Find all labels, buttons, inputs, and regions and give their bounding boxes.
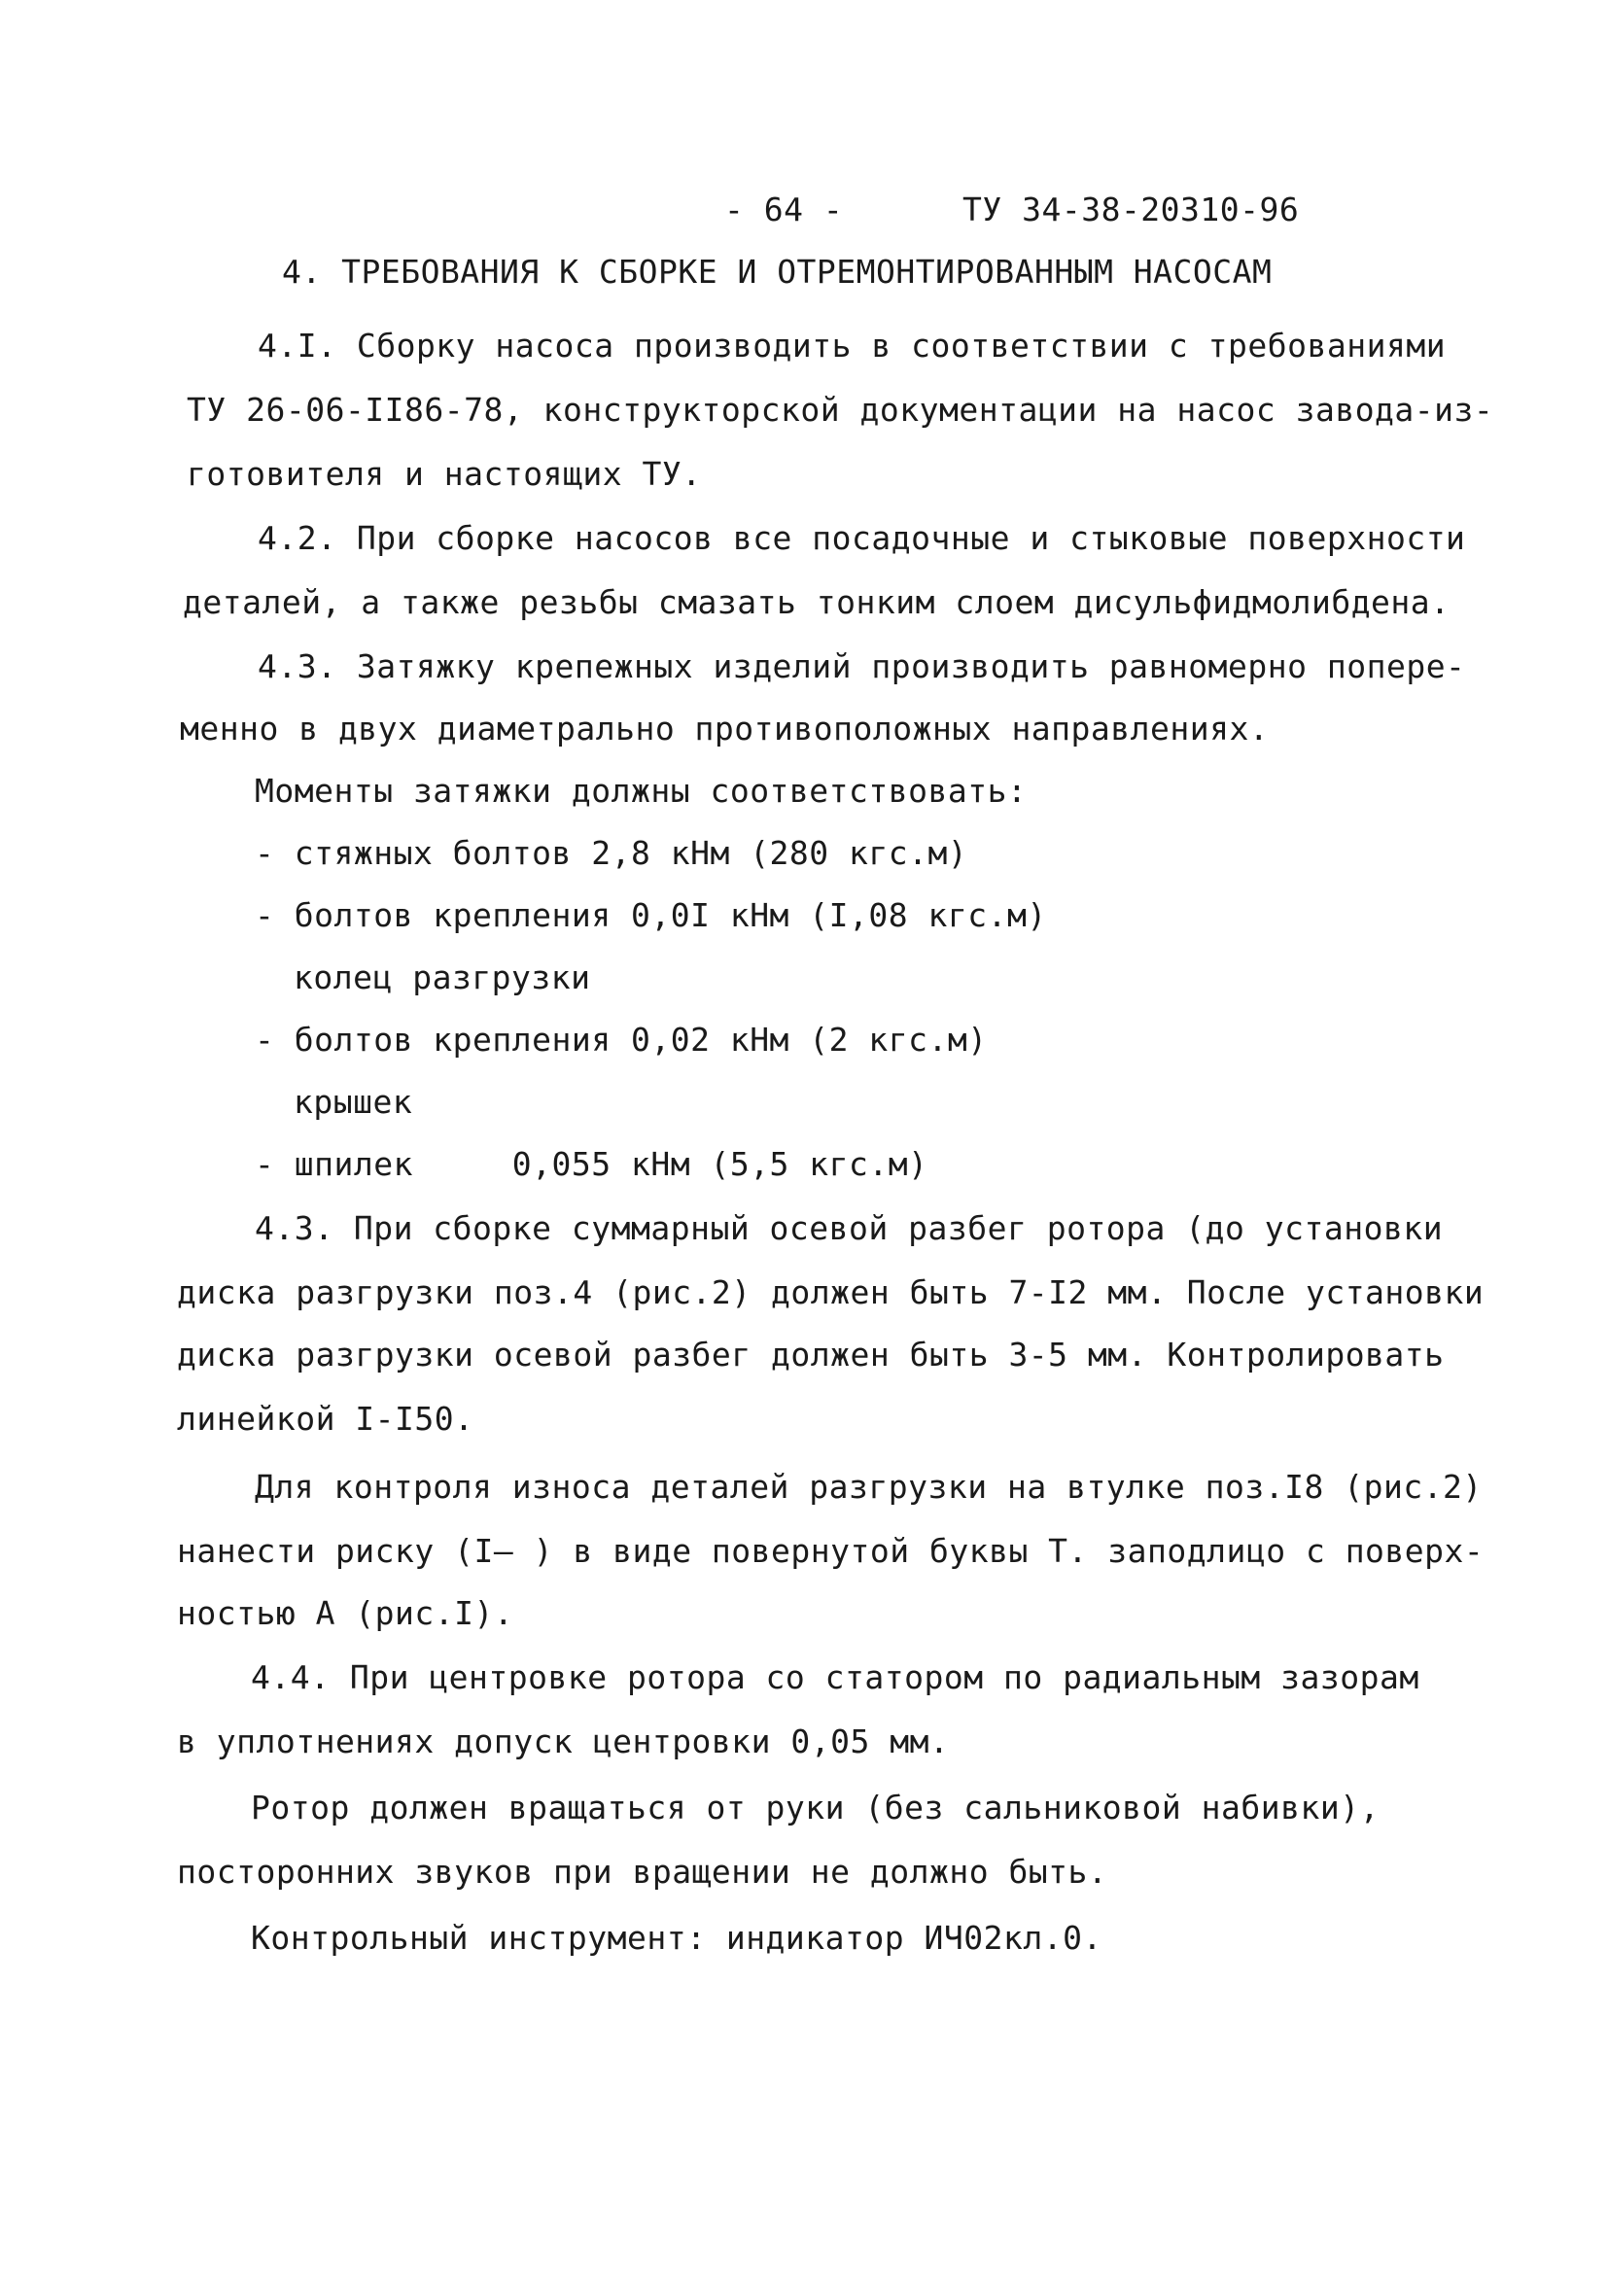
paragraph-line: 4.3. Затяжку крепежных изделий производить равномерно попере- [258,647,1466,685]
paragraph-line: Моменты затяжки должны соответствовать: [255,772,1028,810]
paragraph-line: Для контроля износа деталей разгрузки на втулке поз.I8 (рис.2) [255,1468,1483,1506]
paragraph-line: 4.4. При центровке ротора со статором по радиальным зазорам [251,1658,1419,1696]
paragraph-line: Ротор должен вращаться от руки (без сальниковой набивки), [251,1789,1380,1826]
paragraph-line: ностью А (рис.I). [177,1594,514,1632]
paragraph-line: 4.3. При сборке суммарный осевой разбег ротора (до установки [255,1209,1444,1247]
paragraph-line: диска разгрузки поз.4 (рис.2) должен быть 7-I2 мм. После установки [177,1273,1485,1311]
paragraph-line: менно в двух диаметрально противоположных направлениях. [180,710,1270,748]
paragraph-line: диска разгрузки осевой разбег должен быть 3-5 мм. Контролировать [177,1336,1445,1374]
list-item-continuation: колец разгрузки [294,958,591,996]
paragraph-line: посторонних звуков при вращении не должно быть. [177,1853,1108,1891]
list-item: - болтов крепления 0,0I кНм (I,08 кгс.м) [255,896,1047,934]
paragraph-line: линейкой I-I50. [177,1400,474,1438]
list-item-continuation: крышек [294,1083,413,1121]
list-item: - болтов крепления 0,02 кНм (2 кгс.м) [255,1021,988,1059]
section-title: 4. ТРЕБОВАНИЯ К СБОРКЕ И ОТРЕМОНТИРОВАННЫМ НАСОСАМ [282,253,1273,291]
page-number: - 64 - [724,191,844,228]
paragraph-line: в уплотнениях допуск центровки 0,05 мм. [177,1722,950,1760]
list-item: - шпилек 0,055 кНм (5,5 кгс.м) [255,1145,928,1183]
paragraph-line: 4.I. Сборку насоса производить в соответствии с требованиями [258,327,1447,365]
paragraph-line: готовителя и настоящих ТУ. [187,455,702,493]
list-item: - стяжных болтов 2,8 кНм (280 кгс.м) [255,834,968,872]
paragraph-line: деталей, а также резьбы смазать тонким слоем дисульфидмолибдена. [183,583,1451,621]
paragraph-line: нанести риску (I– ) в виде повернутой буквы Т. заподлицо с поверх- [177,1532,1485,1570]
paragraph-line: Контрольный инструмент: индикатор ИЧ02кл.0. [251,1919,1102,1957]
paragraph-line: 4.2. При сборке насосов все посадочные и стыковые поверхности [258,519,1466,557]
document-code: ТУ 34-38-20310-96 [962,191,1300,228]
paragraph-line: ТУ 26-06-II86-78, конструкторской документации на насос завода-из- [187,391,1494,429]
